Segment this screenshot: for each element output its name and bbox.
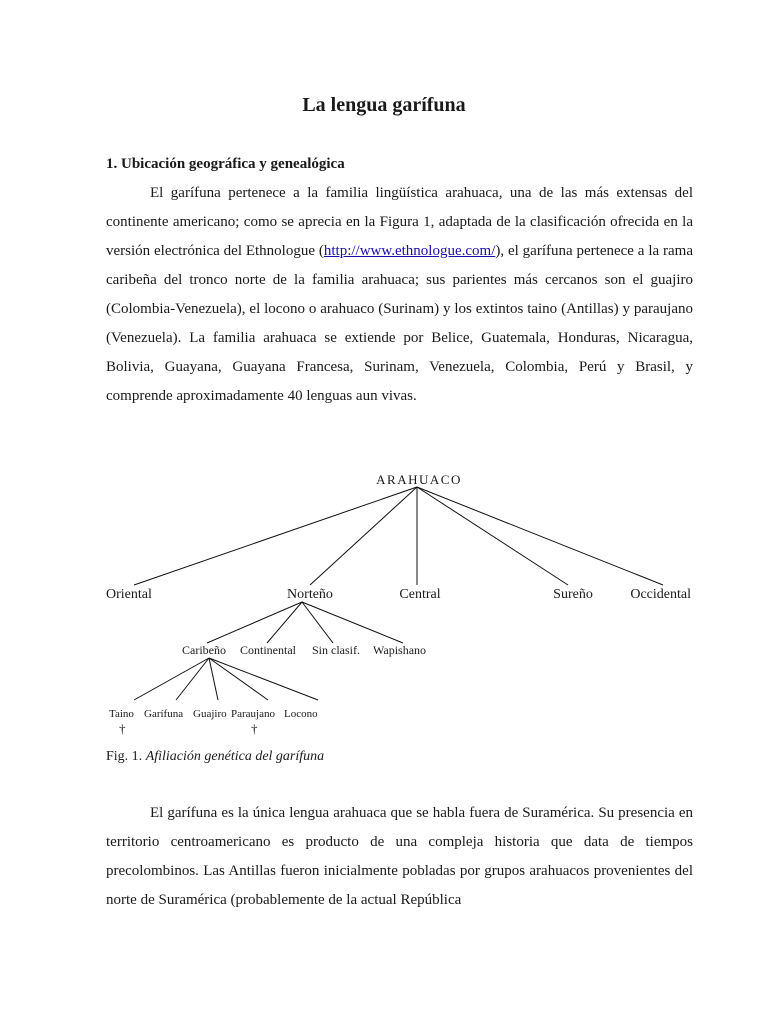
figure-caption-prefix: Fig. 1. bbox=[106, 749, 146, 764]
extinct-mark-paraujano: † bbox=[251, 721, 258, 736]
edge-caribeno-taino bbox=[134, 658, 209, 700]
node-oriental: Oriental bbox=[106, 587, 152, 602]
figure-caption-text: Afiliación genética del garífuna bbox=[145, 749, 325, 764]
edge-caribeno-guajiro bbox=[209, 658, 218, 700]
extinct-mark-taino: † bbox=[119, 721, 126, 736]
edge-root-oriental bbox=[134, 487, 417, 585]
edge-caribeno-locono bbox=[209, 658, 318, 700]
node-continental: Continental bbox=[240, 643, 296, 657]
node-taino: Taino bbox=[109, 708, 134, 720]
edge-caribeno-garifuna bbox=[176, 658, 209, 700]
node-paraujano: Paraujano bbox=[231, 708, 275, 720]
ethnologue-link[interactable]: http://www.ethnologue.com/ bbox=[323, 243, 496, 259]
node-caribeno: Caribeño bbox=[182, 643, 226, 657]
edge-root-norteno bbox=[310, 487, 417, 585]
genealogy-tree-figure bbox=[0, 460, 768, 750]
edge-norteno-continental bbox=[267, 602, 302, 643]
node-norteno: Norteño bbox=[287, 587, 333, 602]
node-sureno: Sureño bbox=[553, 587, 593, 602]
paragraph-1-text-a: El garífuna pertenece a la familia lingüística arahuaca, una de las más extensas del continente americano; como se aprecia en la Figura 1, adaptada de la clasificación ofrecida en la versión electrónica del Ethnologue ( bbox=[106, 185, 693, 259]
edge-norteno-caribeno bbox=[207, 602, 302, 643]
node-locono: Locono bbox=[284, 708, 318, 720]
node-arahuaco: ARAHUACO bbox=[376, 472, 462, 487]
edge-root-sureno bbox=[417, 487, 568, 585]
node-wapishano: Wapishano bbox=[373, 643, 427, 657]
node-sin-clasif: Sin clasif. bbox=[312, 643, 360, 657]
paragraph-2-text: El garífuna es la única lengua arahuaca que se habla fuera de Suramérica. Su presencia en territorio centroamericano es producto de una compleja historia que data de tiempos precolombinos. Las Antillas fueron inicialmente pobladas por grupos arahuacos provenientes del norte de Suramérica (probablemente de la actual República bbox=[106, 805, 693, 908]
paragraph-2 bbox=[106, 799, 693, 915]
document-title: La lengua garífuna bbox=[302, 94, 466, 116]
section-heading: 1. Ubicación geográfica y genealógica bbox=[106, 156, 345, 172]
edge-root-occidental bbox=[417, 487, 663, 585]
figure-caption bbox=[106, 749, 324, 765]
node-central: Central bbox=[399, 587, 441, 602]
node-guajiro: Guajiro bbox=[193, 708, 227, 720]
node-occidental: Occidental bbox=[630, 587, 691, 602]
node-garifuna: Garífuna bbox=[144, 708, 184, 720]
paragraph-1-text-b: ), el garífuna pertenece a la rama caribeña del tronco norte de la familia arahuaca; sus parientes más cercanos son el guajiro (Colombia-Venezuela), el locono o arahuaco (Surinam) y los extintos taino (Antillas) y paraujano (Venezuela). La familia arahuaca se extiende por Belice, Guatemala, Honduras, Nicaragua, Bolivia, Guayana, Guayana Francesa, Surinam, Venezuela, Colombia, Perú y Brasil, y comprende aproximadamente 40 lenguas aun vivas. bbox=[106, 243, 693, 404]
paragraph-1 bbox=[106, 179, 693, 411]
edge-caribeno-paraujano bbox=[209, 658, 268, 700]
